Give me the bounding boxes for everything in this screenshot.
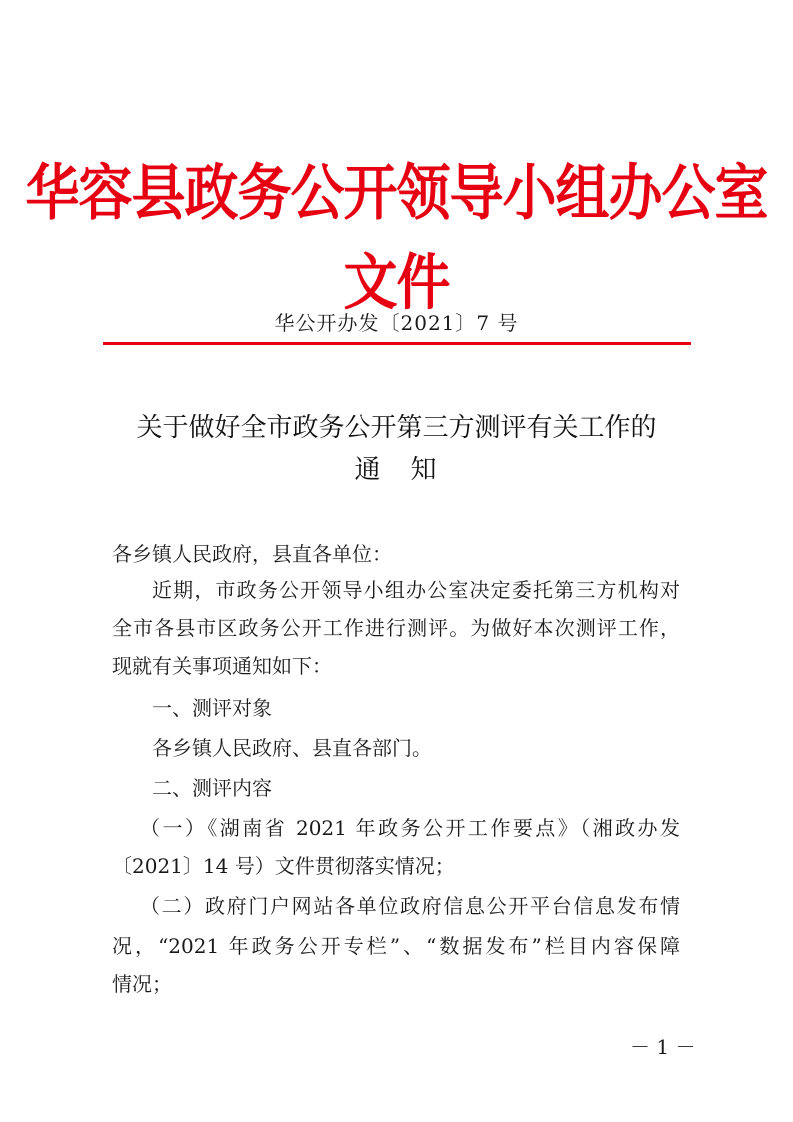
intro-line-3: 现就有关事项通知如下： xyxy=(112,654,332,678)
page-number: － 1 － xyxy=(630,1035,696,1059)
document-masthead: 华容县政务公开领导小组办公室文件 xyxy=(25,157,768,318)
section-2-item-1-line-1: （一）《湖南省 2021 年政务公开工作要点》（湘政办发 xyxy=(140,816,680,840)
section-2-heading: 二、测评内容 xyxy=(152,776,272,800)
intro-line-2: 全市各县市区政务公开工作进行测评。为做好本次测评工作， xyxy=(112,616,680,640)
section-2-item-1-line-2: 〔2021〕14 号）文件贯彻落实情况； xyxy=(112,854,455,878)
salutation: 各乡镇人民政府，县直各单位： xyxy=(112,542,392,566)
document-title-line-1: 关于做好全市政务公开第三方测评有关工作的 xyxy=(136,413,657,443)
section-1-heading: 一、测评对象 xyxy=(152,696,272,720)
intro-line-1: 近期，市政务公开领导小组办公室决定委托第三方机构对 xyxy=(152,578,680,602)
document-number: 华公开办发〔2021〕7 号 xyxy=(274,311,519,335)
red-separator-line xyxy=(103,342,691,345)
section-2-item-2-line-2: 况，“2021 年政务公开专栏”、“数据发布”栏目内容保障 xyxy=(112,934,680,958)
section-2-item-2-line-1: （二）政府门户网站各单位政府信息公开平台信息发布情 xyxy=(140,894,680,918)
section-1-text: 各乡镇人民政府、县直各部门。 xyxy=(152,736,432,760)
section-2-item-2-line-3: 情况； xyxy=(112,972,172,996)
document-title-line-2: 通 知 xyxy=(354,455,439,485)
